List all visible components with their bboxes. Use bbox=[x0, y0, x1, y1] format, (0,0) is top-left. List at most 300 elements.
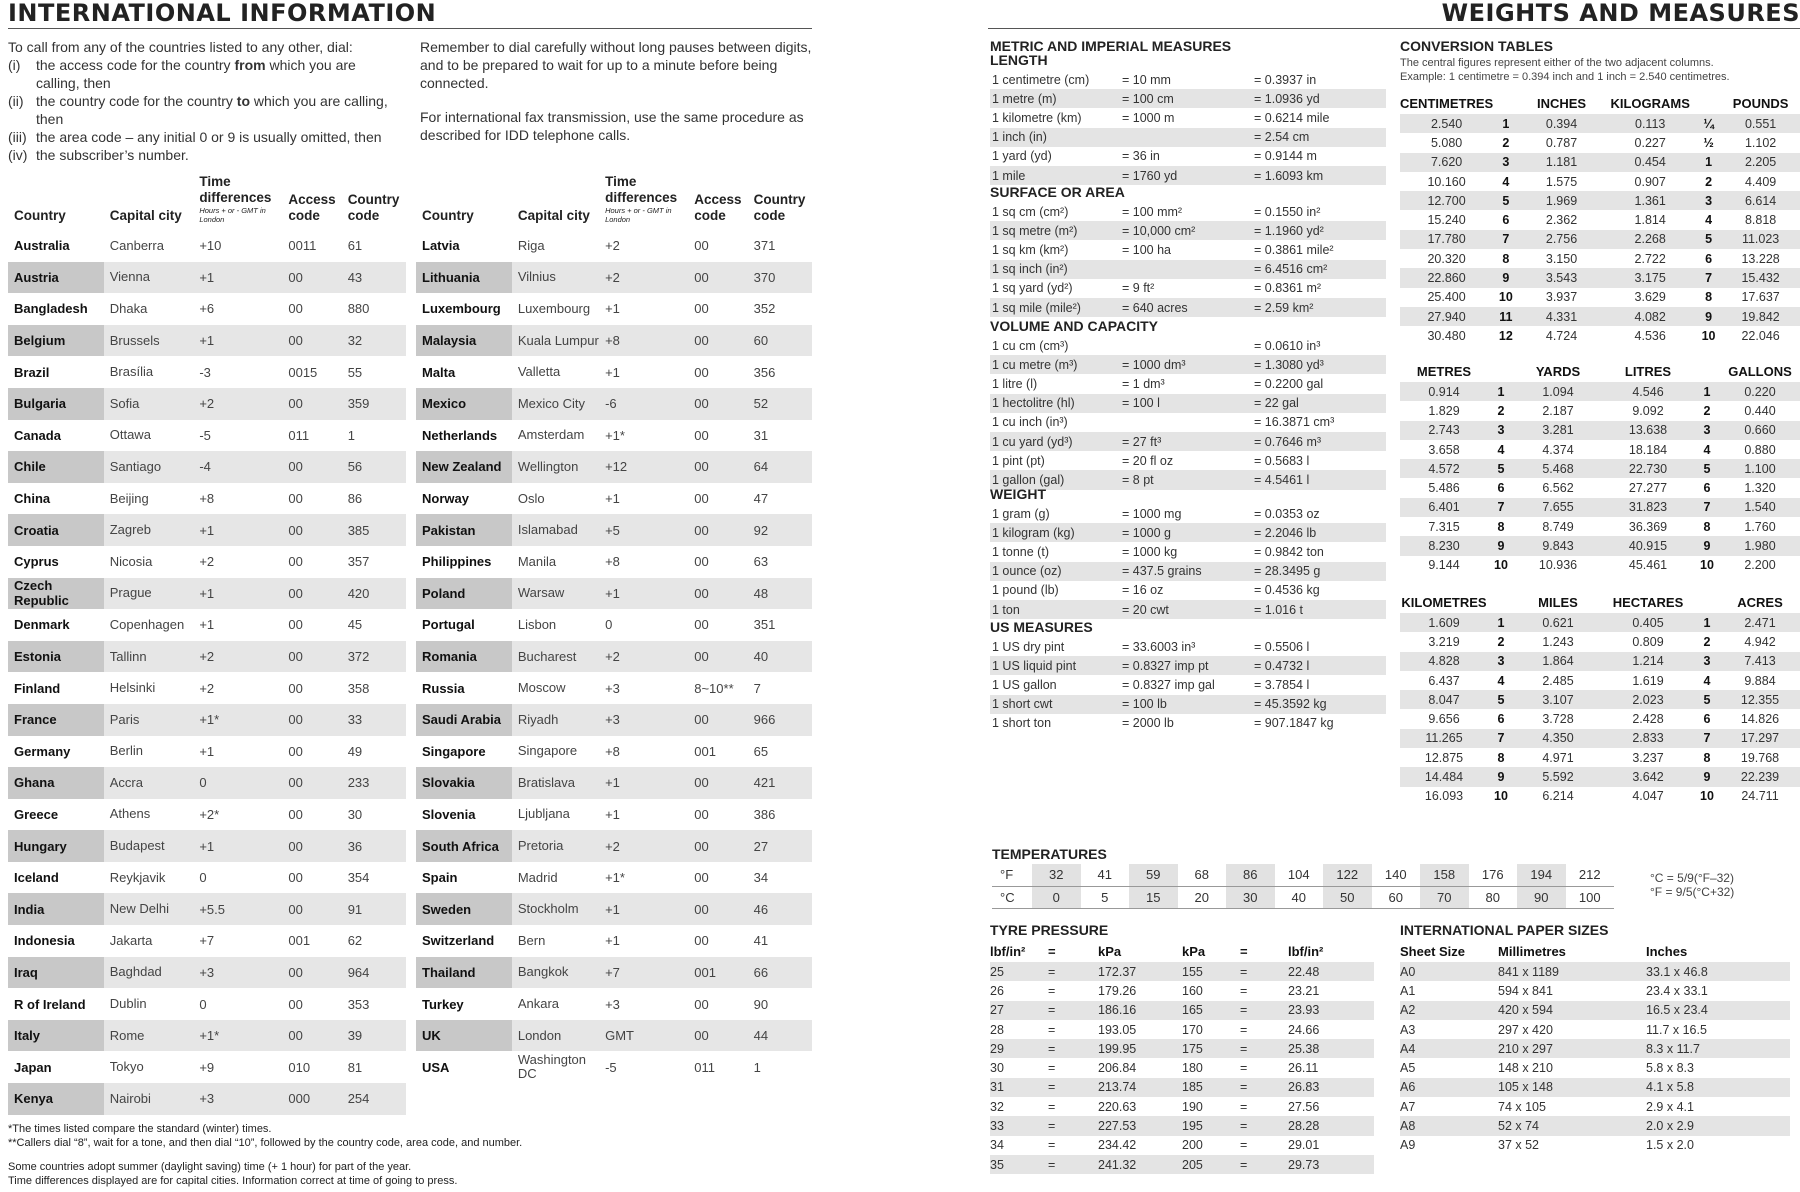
value: 16.5 x 23.4 bbox=[1646, 1001, 1790, 1020]
country-name: Thailand bbox=[416, 957, 512, 989]
weights-and-measures-page bbox=[988, 0, 1800, 1172]
metric-equivalent bbox=[1120, 336, 1252, 355]
table-row bbox=[1400, 1136, 1790, 1155]
table-row bbox=[416, 546, 812, 578]
table-row bbox=[416, 578, 812, 610]
central-figure: 4 bbox=[1502, 174, 1510, 189]
country-code: 353 bbox=[347, 996, 370, 1012]
central-figure: 2 bbox=[1502, 135, 1510, 150]
value: 234.42 bbox=[1098, 1138, 1137, 1153]
tyre-pressure bbox=[990, 922, 1374, 1174]
unit: 1 sq cm (cm²) bbox=[992, 204, 1069, 219]
value: 6.562 bbox=[1542, 481, 1574, 496]
value: 0.880 bbox=[1744, 442, 1776, 457]
capital-city: Sofia bbox=[104, 388, 194, 420]
value: 5.080 bbox=[1430, 135, 1463, 150]
table-row bbox=[1400, 652, 1800, 671]
value: 27.277 bbox=[1628, 481, 1668, 496]
table-row bbox=[990, 1078, 1374, 1097]
value: 17.297 bbox=[1720, 729, 1800, 748]
temperature-value: 90 bbox=[1517, 886, 1566, 908]
country-code: 356 bbox=[753, 364, 776, 380]
section-title: US MEASURES bbox=[990, 619, 1093, 635]
access-code: 00 bbox=[282, 388, 341, 420]
step-text-part: the country code for the country bbox=[36, 93, 237, 109]
value: 30 bbox=[990, 1061, 1004, 1076]
table-row bbox=[990, 1020, 1374, 1039]
value: 23.21 bbox=[1288, 983, 1320, 998]
metric-equivalent: = 27 ft³ bbox=[1120, 432, 1252, 451]
header-label: Country code bbox=[347, 192, 400, 223]
section-title: TEMPERATURES bbox=[992, 846, 1107, 862]
access-code: 00 bbox=[688, 1020, 747, 1052]
value: 14.826 bbox=[1740, 712, 1780, 727]
value: 841 x 1189 bbox=[1498, 962, 1646, 981]
country-name: Kenya bbox=[8, 1083, 104, 1115]
table-row bbox=[416, 672, 812, 704]
value: 0.113 bbox=[1605, 114, 1696, 133]
value: 185 bbox=[1182, 1078, 1240, 1097]
capital-city: Beijing bbox=[109, 490, 149, 506]
value: 24.711 bbox=[1741, 789, 1779, 804]
table-row bbox=[990, 675, 1386, 694]
access-code: 00 bbox=[694, 996, 709, 1012]
column-header: Sheet Size bbox=[1400, 943, 1466, 959]
temperature-table bbox=[992, 864, 1614, 909]
capital-city: Islamabad bbox=[512, 514, 599, 546]
metric-equivalent: = 1000 g bbox=[1120, 523, 1252, 542]
imperial-equivalent: = 45.3592 kg bbox=[1252, 695, 1386, 714]
table-row bbox=[8, 767, 406, 799]
capital-city: Vilnius bbox=[512, 262, 599, 294]
central-figure: 5 bbox=[1488, 690, 1514, 709]
paper-size-table bbox=[1400, 940, 1790, 1155]
central-figure: 11 bbox=[1493, 307, 1518, 326]
time-difference: -4 bbox=[193, 451, 282, 483]
value: 37 x 52 bbox=[1498, 1138, 1540, 1153]
section-title: CONVERSION TABLES bbox=[1400, 38, 1553, 54]
central-figure: 3 bbox=[1694, 421, 1720, 440]
header-label: Country code bbox=[753, 192, 806, 223]
country-name: Germany bbox=[14, 743, 71, 759]
value: 24.66 bbox=[1288, 1022, 1320, 1037]
table-row bbox=[990, 147, 1386, 166]
time-difference: +8 bbox=[199, 491, 215, 507]
time-difference: +1 bbox=[199, 743, 215, 759]
value: = bbox=[1048, 1061, 1056, 1076]
access-code: 00 bbox=[288, 870, 303, 886]
header-label: Country bbox=[422, 208, 474, 223]
value: 4.536 bbox=[1634, 328, 1666, 343]
central-figure: 9 bbox=[1694, 767, 1720, 786]
column-header: lbf/in² bbox=[1288, 943, 1324, 959]
time-difference: -5 bbox=[199, 427, 211, 443]
unit: 1 ton bbox=[990, 600, 1120, 619]
table-row bbox=[990, 128, 1386, 147]
capital-city: Manila bbox=[517, 553, 557, 569]
temperature-value: 122 bbox=[1323, 864, 1372, 886]
value: 16.093 bbox=[1424, 789, 1464, 804]
value: 2.268 bbox=[1605, 230, 1696, 249]
central-figure: 10 bbox=[1494, 789, 1508, 804]
central-figure: 1 bbox=[1694, 613, 1720, 632]
value: 34 bbox=[990, 1138, 1004, 1153]
value: 105 x 148 bbox=[1498, 1078, 1646, 1097]
section-title: TYRE PRESSURE bbox=[990, 922, 1109, 938]
value: 1.575 bbox=[1545, 174, 1578, 189]
central-figure: 10 bbox=[1700, 558, 1714, 573]
access-code: 00 bbox=[288, 491, 303, 507]
country-code: 48 bbox=[748, 578, 812, 610]
capital-city: Zagreb bbox=[104, 514, 194, 546]
metric-equivalent: = 20 fl oz bbox=[1122, 453, 1174, 468]
imperial-equivalent: = 0.9144 m bbox=[1254, 149, 1317, 164]
central-figure: 4 bbox=[1703, 442, 1711, 457]
time-difference: +3 bbox=[605, 680, 620, 696]
table-row bbox=[416, 957, 812, 989]
column-header: lbf/in² bbox=[990, 943, 1026, 959]
value: 0.787 bbox=[1545, 135, 1578, 150]
value: 4.942 bbox=[1744, 634, 1776, 649]
table-row bbox=[416, 830, 812, 862]
country-code: 1 bbox=[753, 1059, 761, 1075]
central-figure: 10 bbox=[1700, 789, 1714, 804]
value: 193.05 bbox=[1098, 1022, 1137, 1037]
value: 15.240 bbox=[1427, 213, 1466, 228]
metric-equivalent: = 36 in bbox=[1122, 149, 1160, 164]
column-header-time bbox=[599, 160, 688, 230]
table-row bbox=[1400, 962, 1790, 981]
time-difference: +3 bbox=[599, 704, 688, 736]
footnotes bbox=[8, 1122, 522, 1188]
value: 2.205 bbox=[1721, 153, 1800, 172]
value: 6.614 bbox=[1721, 191, 1800, 210]
country-name: Canada bbox=[14, 427, 61, 443]
table-row bbox=[1400, 172, 1800, 191]
step-text bbox=[36, 128, 382, 146]
table-row bbox=[8, 988, 406, 1020]
header-label: Time differences bbox=[199, 174, 272, 205]
country-name: Poland bbox=[416, 578, 512, 610]
capital-city: Brussels bbox=[104, 325, 194, 357]
imperial-equivalent: = 22 gal bbox=[1252, 394, 1386, 413]
temperature-value: 40 bbox=[1275, 886, 1324, 908]
access-code: 00 bbox=[694, 364, 709, 380]
step-emphasis: from bbox=[234, 57, 266, 73]
imperial-equivalent: = 0.0610 in³ bbox=[1254, 338, 1321, 353]
value: = bbox=[1048, 1078, 1098, 1097]
unit: 1 sq inch (in²) bbox=[990, 260, 1120, 279]
step-text bbox=[36, 92, 398, 128]
central-figure: 9 bbox=[1694, 536, 1720, 555]
table-row bbox=[990, 279, 1386, 298]
page-title: INTERNATIONAL INFORMATION bbox=[8, 0, 812, 29]
table-row bbox=[990, 1039, 1374, 1058]
value: 26.11 bbox=[1288, 1061, 1319, 1076]
value: 2.833 bbox=[1602, 729, 1694, 748]
table-row bbox=[1400, 1058, 1790, 1077]
value: 27.56 bbox=[1288, 1099, 1320, 1114]
country-code: 421 bbox=[748, 767, 812, 799]
value: 11.7 x 16.5 bbox=[1646, 1022, 1707, 1037]
capital-city: Singapore bbox=[517, 743, 578, 759]
country-name: Denmark bbox=[14, 617, 70, 633]
header-label: Country bbox=[14, 208, 66, 223]
country-name: Latvia bbox=[422, 238, 460, 254]
value: 179.26 bbox=[1098, 983, 1137, 998]
time-difference: +1 bbox=[605, 806, 620, 822]
capital-city: Nicosia bbox=[109, 553, 153, 569]
access-code: 00 bbox=[688, 578, 747, 610]
country-code: 44 bbox=[748, 1020, 812, 1052]
value: 25.38 bbox=[1288, 1039, 1374, 1058]
time-difference: +2 bbox=[193, 641, 282, 673]
country-name: Malaysia bbox=[416, 325, 512, 357]
table-row bbox=[416, 293, 812, 325]
unit: 1 yard (yd) bbox=[992, 149, 1052, 164]
table-row bbox=[990, 89, 1386, 108]
time-difference: +2 bbox=[599, 641, 688, 673]
table-row bbox=[8, 609, 406, 641]
temperature-value: 41 bbox=[1081, 864, 1130, 886]
value: 1.619 bbox=[1632, 673, 1664, 688]
column-header-time bbox=[193, 160, 282, 230]
value: 200 bbox=[1182, 1138, 1203, 1153]
value: 33.1 x 46.8 bbox=[1646, 962, 1790, 981]
value: 2.0 x 2.9 bbox=[1646, 1116, 1790, 1135]
country-name: France bbox=[8, 704, 104, 736]
access-code: 00 bbox=[688, 451, 747, 483]
table-row bbox=[1400, 1097, 1790, 1116]
value: = bbox=[1048, 1039, 1098, 1058]
table-row bbox=[416, 451, 812, 483]
time-difference: GMT bbox=[599, 1020, 688, 1052]
capital-city: Canberra bbox=[109, 237, 164, 253]
value: 27 bbox=[990, 1001, 1048, 1020]
table-row bbox=[990, 1136, 1374, 1155]
unit: 1 US dry pint bbox=[992, 639, 1065, 654]
value: 12.355 bbox=[1720, 690, 1800, 709]
footnote: **Callers dial “8”, wait for a tone, and then dial “10”, followed by the country code, area code, and number. bbox=[8, 1137, 523, 1149]
access-code: 00 bbox=[688, 704, 747, 736]
table-row bbox=[990, 202, 1386, 221]
column-header: GALLONS bbox=[1728, 363, 1792, 379]
country-code: 351 bbox=[753, 617, 776, 633]
column-header: METRES bbox=[1416, 363, 1472, 379]
column-header: = bbox=[1240, 943, 1248, 959]
value: A1 bbox=[1400, 983, 1416, 998]
country-name: Italy bbox=[8, 1020, 104, 1052]
value: 0.551 bbox=[1721, 114, 1800, 133]
country-name: Sweden bbox=[416, 893, 512, 925]
header-label: Access code bbox=[694, 192, 742, 223]
table-row bbox=[1400, 401, 1800, 420]
dialing-instructions bbox=[8, 38, 398, 164]
value: 1.609 bbox=[1400, 613, 1488, 632]
central-figure: 3 bbox=[1694, 652, 1720, 671]
capital-city: Moscow bbox=[517, 680, 566, 696]
table-row bbox=[8, 578, 406, 610]
table-row bbox=[1400, 191, 1800, 210]
value: 0.621 bbox=[1514, 613, 1602, 632]
column-header: Inches bbox=[1646, 943, 1688, 959]
value: 17.780 bbox=[1400, 230, 1493, 249]
unit: 1 US liquid pint bbox=[990, 656, 1120, 675]
country-code: 372 bbox=[342, 641, 406, 673]
temperature-formulas bbox=[1650, 871, 1734, 899]
imperial-equivalent: = 0.8361 m² bbox=[1254, 281, 1322, 296]
unit: 1 mile bbox=[990, 166, 1120, 185]
country-name: Slovenia bbox=[422, 806, 476, 822]
header-note: Hours + or - GMT in London bbox=[605, 206, 672, 224]
central-figure: 3 bbox=[1696, 191, 1721, 210]
metric-equivalent: = 640 acres bbox=[1120, 298, 1252, 317]
table-row bbox=[1400, 326, 1800, 345]
column-header-country bbox=[8, 160, 104, 230]
central-figure: 7 bbox=[1488, 729, 1514, 748]
temperature-value: 194 bbox=[1517, 864, 1566, 886]
header-row bbox=[1400, 591, 1800, 613]
table-row bbox=[990, 394, 1386, 413]
capital-city: Mexico City bbox=[512, 388, 599, 420]
central-figure: 4 bbox=[1497, 442, 1505, 457]
access-code: 00 bbox=[688, 830, 747, 862]
value: 6.437 bbox=[1428, 673, 1460, 688]
access-code: 00 bbox=[688, 893, 747, 925]
table-row bbox=[1400, 230, 1800, 249]
table-row bbox=[990, 432, 1386, 451]
central-figure: 8 bbox=[1497, 750, 1505, 765]
section-title: METRIC AND IMPERIAL MEASURES bbox=[990, 38, 1232, 54]
temperature-value: 59 bbox=[1129, 864, 1178, 886]
unit: 1 cu inch (in³) bbox=[992, 415, 1068, 430]
country-code: 420 bbox=[342, 578, 406, 610]
value: = bbox=[1240, 1061, 1248, 1076]
imperial-equivalent: = 4.5461 l bbox=[1252, 470, 1386, 489]
capital-city: Washington DC bbox=[517, 1052, 587, 1082]
table-row bbox=[8, 893, 406, 925]
capital-city: Bern bbox=[517, 932, 546, 948]
country-name: Greece bbox=[14, 806, 59, 822]
fahrenheit-row bbox=[992, 864, 1614, 886]
access-code: 00 bbox=[282, 262, 341, 294]
column-header: HECTARES bbox=[1612, 594, 1684, 610]
central-figure: 8 bbox=[1497, 519, 1505, 534]
header-label: Capital city bbox=[109, 208, 182, 223]
table-row bbox=[990, 298, 1386, 317]
access-code: 00 bbox=[288, 680, 303, 696]
table-row bbox=[416, 483, 812, 515]
table-row bbox=[416, 1051, 812, 1083]
value: 165 bbox=[1182, 1001, 1240, 1020]
value: 1.181 bbox=[1519, 153, 1605, 172]
table-row bbox=[8, 862, 406, 894]
country-name: Netherlands bbox=[422, 427, 498, 443]
time-difference: -6 bbox=[599, 388, 688, 420]
value: 22.48 bbox=[1288, 962, 1374, 981]
access-code: 00 bbox=[288, 554, 303, 570]
value: 23.93 bbox=[1288, 1001, 1374, 1020]
time-difference: 0 bbox=[199, 996, 207, 1012]
imperial-equivalent: = 1.1960 yd² bbox=[1252, 221, 1386, 240]
central-figure: 4 bbox=[1497, 673, 1505, 688]
table-row bbox=[990, 695, 1386, 714]
central-figure: 10 bbox=[1701, 328, 1716, 343]
table-row bbox=[8, 1083, 406, 1115]
country-name: Turkey bbox=[422, 996, 464, 1012]
value: = bbox=[1240, 1078, 1288, 1097]
access-code: 00 bbox=[694, 806, 709, 822]
temperature-value: 100 bbox=[1566, 886, 1615, 908]
step-text-part: the access code for the country bbox=[36, 57, 235, 73]
header-row bbox=[1400, 92, 1800, 114]
measure-table bbox=[990, 637, 1386, 733]
temperature-value: 176 bbox=[1469, 864, 1518, 886]
imperial-equivalent: = 2.2046 lb bbox=[1252, 523, 1386, 542]
country-name: Mexico bbox=[416, 388, 512, 420]
value: 13.228 bbox=[1741, 251, 1780, 266]
table-row bbox=[990, 70, 1386, 89]
value: 35 bbox=[990, 1155, 1048, 1174]
capital-city: Reykjavik bbox=[109, 869, 166, 885]
imperial-equivalent: = 0.5506 l bbox=[1254, 639, 1310, 654]
header-label: Capital city bbox=[517, 208, 590, 223]
section-title: WEIGHT bbox=[990, 486, 1046, 502]
value: = bbox=[1048, 962, 1098, 981]
access-code: 00 bbox=[694, 933, 709, 949]
time-difference: +1* bbox=[605, 427, 625, 443]
step-number: (iv) bbox=[8, 147, 28, 163]
country-name: Hungary bbox=[8, 830, 104, 862]
table-row bbox=[990, 542, 1386, 561]
value: 0.454 bbox=[1605, 153, 1696, 172]
capital-city: Prague bbox=[104, 578, 194, 610]
central-figure: 12 bbox=[1498, 328, 1513, 343]
measure-section bbox=[990, 486, 1386, 619]
table-row bbox=[1400, 249, 1800, 268]
country-code: 371 bbox=[753, 238, 776, 254]
value: 6.214 bbox=[1542, 789, 1574, 804]
column-header-access bbox=[688, 160, 747, 230]
imperial-equivalent: = 0.5683 l bbox=[1254, 453, 1310, 468]
metric-equivalent bbox=[1120, 413, 1252, 432]
metric-equivalent: = 1000 m bbox=[1122, 110, 1175, 125]
central-figure: 1 bbox=[1694, 382, 1720, 401]
country-code: 1 bbox=[347, 427, 355, 443]
metric-equivalent: = 10,000 cm² bbox=[1120, 221, 1252, 240]
unit: 1 cu yard (yd³) bbox=[990, 432, 1120, 451]
column-header-code bbox=[342, 160, 406, 230]
value: 30.480 bbox=[1427, 328, 1466, 343]
value: 27.940 bbox=[1400, 307, 1493, 326]
value: 155 bbox=[1182, 962, 1240, 981]
metric-equivalent bbox=[1120, 128, 1252, 147]
value: 4.374 bbox=[1542, 442, 1574, 457]
fax-note: For international fax transmission, use the same procedure as described for IDD telephone calls. bbox=[420, 109, 804, 143]
unit: 1 sq mile (mile²) bbox=[990, 298, 1120, 317]
value: 7.620 bbox=[1400, 153, 1493, 172]
value: 4.082 bbox=[1605, 307, 1696, 326]
central-figure: 5 bbox=[1694, 690, 1720, 709]
time-difference: +2 bbox=[605, 238, 620, 254]
value: 1.243 bbox=[1542, 634, 1574, 649]
header-row bbox=[1400, 940, 1790, 962]
country-code: 357 bbox=[347, 554, 370, 570]
country-name: R of Ireland bbox=[14, 996, 86, 1012]
access-code: 011 bbox=[694, 1059, 715, 1075]
central-figure: 4 bbox=[1705, 213, 1713, 228]
country-code: 66 bbox=[748, 957, 812, 989]
